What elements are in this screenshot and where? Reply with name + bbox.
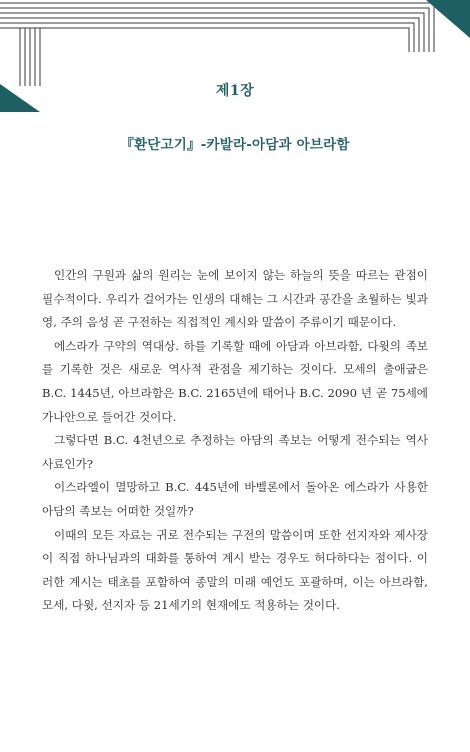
corner-rule-lines: [0, 3, 434, 86]
paragraph-5: 이때의 모든 자료는 귀로 전수되는 구전의 말씀이며 또한 선지자와 제사장이 직접 하나님과의 대화를 통하여 계시 받는 경우도 허다하다는 점이다. 이러한 계시는 태초를 포함하여 종말의 미래 예언도 포괄하며, 이는 아브라함, 모세, 다윗, 선지자 등 21세기의 현재에도 적용하는 것이다.: [42, 527, 428, 613]
chapter-title: 『환단고기』-카발라-아담과 아브라함: [120, 137, 350, 153]
paragraph-3: 그렇다면 B.C. 4천년으로 추정하는 아담의 족보는 어떻게 전수되는 역사 사료인가?: [42, 433, 428, 471]
body-text: [42, 264, 428, 618]
chapter-label: 제1장: [215, 83, 255, 99]
header-decoration: [0, 0, 470, 140]
paragraph-2: 에스라가 구약의 역대상. 하를 기록할 때에 아담과 아브라함, 다윗의 족보를 기록한 것은 새로운 역사적 관점을 제기하는 것이다. 모세의 출애굽은 B.C. 1445년, 아브라함은 B.C. 2165년에 태어나 B.C. 2090 년 곧 75세에 가나안으로 들어간 것이다.: [42, 338, 428, 424]
top-right-teal-triangle: [426, 0, 470, 38]
paragraph-4: 이스라엘이 멸망하고 B.C. 445년에 바벨론에서 돌아온 에스라가 사용한 아담의 족보는 어떠한 것일까?: [42, 480, 428, 518]
paragraph-1: 인간의 구원과 삶의 원리는 눈에 보이지 않는 하늘의 뜻을 따르는 관점이 필수적이다. 우리가 걸어가는 인생의 대해는 그 시간과 공간을 초월하는 빛과 영, 주의 음성 곧 구전하는 직접적인 계시와 말씀이 주류이기 때문이다.: [42, 268, 428, 330]
